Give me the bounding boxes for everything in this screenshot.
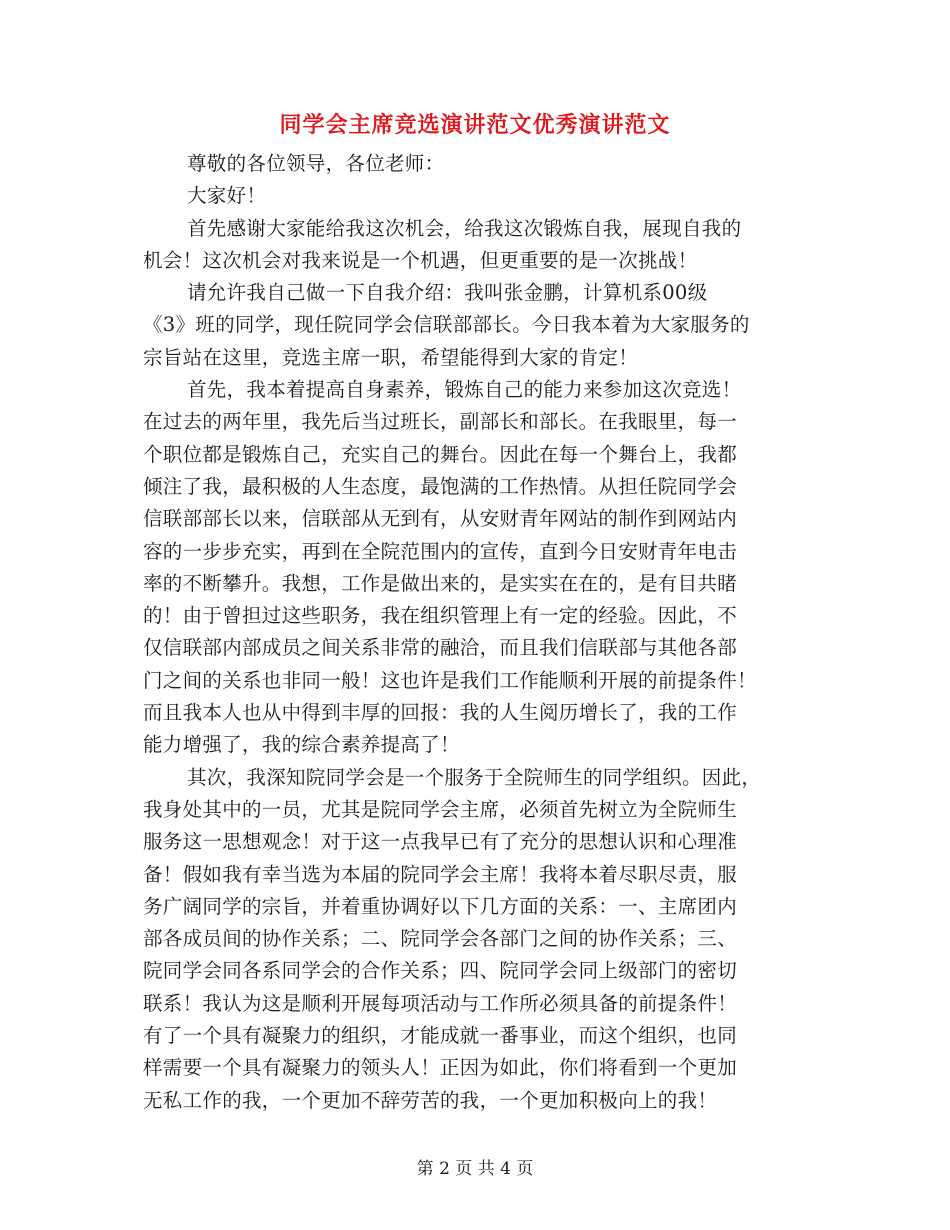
paragraph-line: 务广阔同学的宗旨，并着重协调好以下几方面的关系：一、主席团内 bbox=[143, 894, 738, 918]
paragraph-line: 个职位都是锻炼自己，充实自己的舞台。因此在每一个舞台上，我都 bbox=[143, 442, 738, 466]
paragraph-line: 门之间的关系也非同一般！这也许是我们工作能顺利开展的前提条件！ bbox=[143, 668, 757, 692]
paragraph-line: 率的不断攀升。我想，工作是做出来的，是实实在在的，是有目共睹 bbox=[143, 571, 738, 595]
paragraph-line: 样需要一个具有凝聚力的领头人！正因为如此，你们将看到一个更加 bbox=[143, 1056, 738, 1080]
paragraph-line: 宗旨站在这里，竞选主席一职，希望能得到大家的肯定！ bbox=[143, 345, 639, 369]
paragraph-line: 大家好！ bbox=[187, 184, 267, 208]
paragraph-line: 备！假如我有幸当选为本届的院同学会主席！我将本着尽职尽责，服 bbox=[143, 862, 738, 886]
paragraph-line: 首先感谢大家能给我这次机会，给我这次锻炼自我，展现自我的 bbox=[187, 216, 742, 240]
paragraph-line: 院同学会同各系同学会的合作关系；四、院同学会同上级部门的密切 bbox=[143, 959, 738, 983]
paragraph-line: 信联部部长以来，信联部从无到有，从安财青年网站的制作到网站内 bbox=[143, 507, 738, 531]
paragraph-line: 《3》班的同学，现任院同学会信联部部长。今日我本着为大家服务的 bbox=[143, 313, 750, 337]
paragraph-line: 尊敬的各位领导，各位老师： bbox=[187, 152, 445, 175]
paragraph-line: 的！由于曾担过这些职务，我在组织管理上有一定的经验。因此，不 bbox=[143, 604, 738, 628]
paragraph-line: 机会！这次机会对我来说是一个机遇，但更重要的是一次挑战！ bbox=[143, 248, 698, 272]
paragraph-line: 其次，我深知院同学会是一个服务于全院师生的同学组织。因此， bbox=[187, 765, 762, 789]
paragraph-line: 倾注了我，最积极的人生态度，最饱满的工作热情。从担任院同学会 bbox=[143, 474, 738, 498]
paragraph-line: 服务这一思想观念！对于这一点我早已有了充分的思想认识和心理准 bbox=[143, 830, 738, 854]
paragraph-line: 能力增强了，我的综合素养提高了！ bbox=[143, 733, 460, 757]
page-title: 同学会主席竞选演讲范文优秀演讲范文 bbox=[279, 112, 671, 138]
paragraph-line: 我身处其中的一员，尤其是院同学会主席，必须首先树立为全院师生 bbox=[143, 797, 738, 821]
paragraph-line: 容的一步步充实，再到在全院范围内的宣传，直到今日安财青年电击 bbox=[143, 539, 738, 563]
paragraph-line: 仅信联部内部成员之间关系非常的融洽，而且我们信联部与其他各部 bbox=[143, 636, 738, 660]
paragraph-line: 无私工作的我，一个更加不辞劳苦的我，一个更加积极向上的我！ bbox=[143, 1088, 718, 1112]
paragraph-line: 首先，我本着提高自身素养，锻炼自己的能力来参加这次竞选！ bbox=[187, 378, 742, 402]
paragraph-line: 有了一个具有凝聚力的组织，才能成就一番事业，而这个组织，也同 bbox=[143, 1024, 738, 1048]
paragraph-line: 部各成员间的协作关系；二、院同学会各部门之间的协作关系；三、 bbox=[143, 927, 738, 951]
paragraph-line: 联系！我认为这是顺利开展每项活动与工作所必须具备的前提条件！ bbox=[143, 991, 738, 1015]
page-footer: 第 2 页 共 4 页 bbox=[416, 1159, 534, 1179]
paragraph-line: 请允许我自己做一下自我介绍：我叫张金鹏，计算机系00级 bbox=[187, 281, 708, 305]
paragraph-line: 而且我本人也从中得到丰厚的回报：我的人生阅历增长了，我的工作 bbox=[143, 701, 738, 725]
body-text bbox=[143, 148, 823, 1117]
paragraph-line: 在过去的两年里，我先后当过班长，副部长和部长。在我眼里，每一 bbox=[143, 410, 738, 434]
